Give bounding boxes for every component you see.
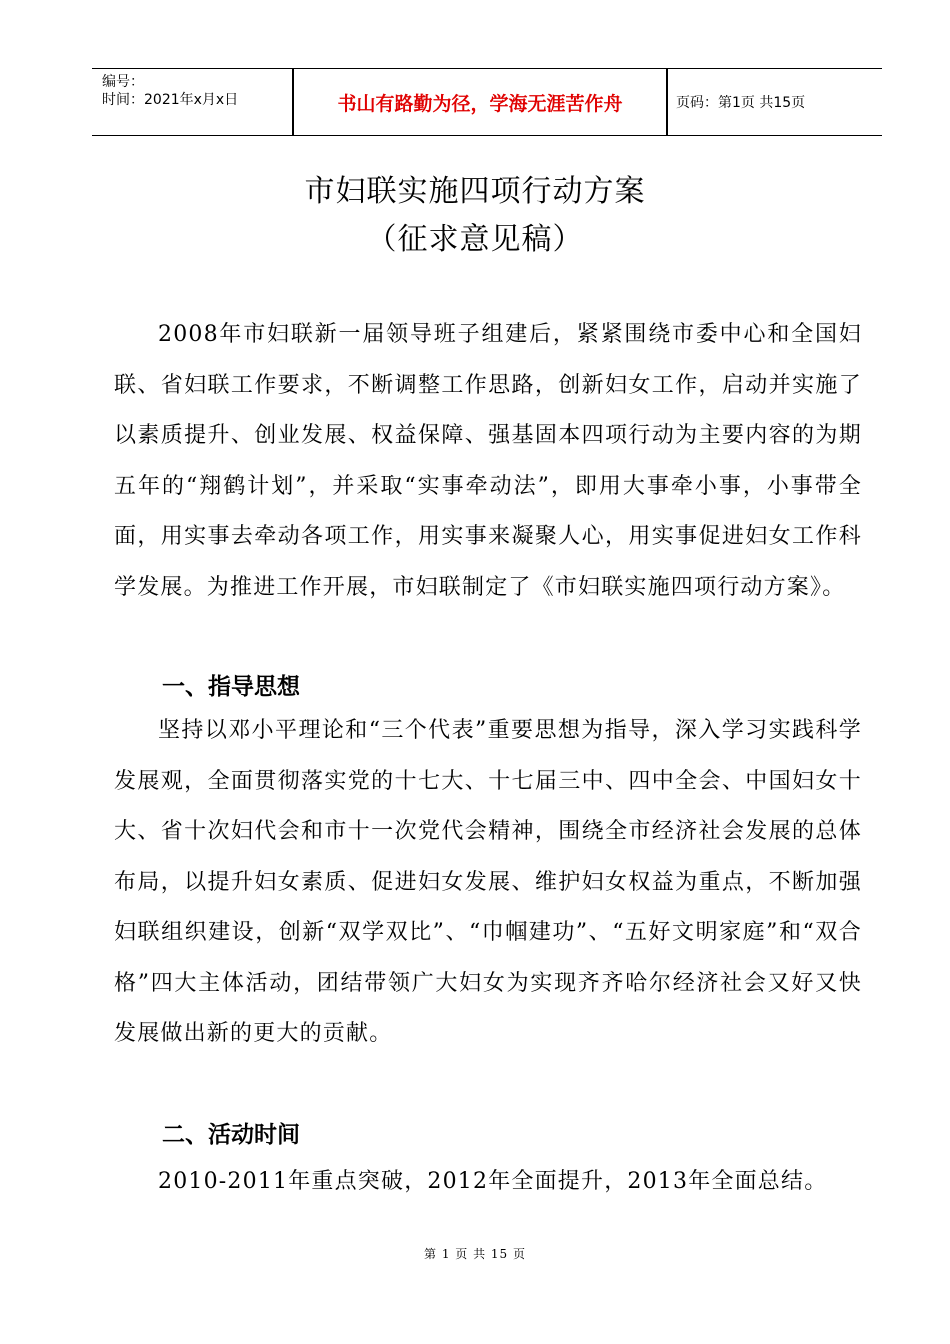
header-motto: 书山有路勤为径，学海无涯苦作舟 <box>337 92 623 115</box>
header-meta <box>102 73 292 109</box>
header-page-info: 页码：第1页 共15页 <box>676 95 806 111</box>
section-activity-time-paragraph <box>114 1157 862 1208</box>
section-heading-guiding-ideology: 一、指导思想 <box>162 674 300 700</box>
page-header <box>92 68 882 136</box>
header-divider-right <box>666 69 668 135</box>
section-heading-activity-time: 二、活动时间 <box>162 1122 300 1148</box>
number-label: 编号： <box>102 74 144 90</box>
section-guiding-ideology-paragraph <box>114 706 862 1060</box>
document-subtitle: （征求意见稿） <box>366 222 584 257</box>
section-guiding-ideology-text: 坚持以邓小平理论和“三个代表”重要思想为指导，深入学习实践科学发展观，全面贯彻落实党的十七大、十七届三中、四中全会、中国妇女十大、省十次妇代会和市十一次党代会精神，围绕全市经济社会发展的总体布局，以提升妇女素质、促进妇女发展、维护妇女权益为重点，不断加强妇联组织建设，创新“双学双比”、“巾帼建功”、“五好文明家庭”和“双合格”四大主体活动，团结带领广大妇女为实现齐齐哈尔经济社会又好又快发展做出新的更大的贡献。 <box>114 718 862 1046</box>
intro-text: 2008年市妇联新一届领导班子组建后，紧紧围绕市委中心和全国妇联、省妇联工作要求，不断调整工作思路，创新妇女工作，启动并实施了以素质提升、创业发展、权益保障、强基固本四项行动为主要内容的为期五年的“翔鹤计划”，并采取“实事牵动法”，即用大事牵小事，小事带全面，用实事去牵动各项工作，用实事来凝聚人心，用实事促进妇女工作科学发展。为推进工作开展，市妇联制定了《市妇联实施四项行动方案》。 <box>114 322 862 600</box>
page-footer: 第 1 页 共 15 页 <box>424 1247 526 1261</box>
section-activity-time-text: 2010-2011年重点突破，2012年全面提升，2013年全面总结。 <box>158 1169 828 1194</box>
time-label: 时间：2021年x月x日 <box>102 92 239 108</box>
intro-paragraph <box>114 310 862 613</box>
document-title: 市妇联实施四项行动方案 <box>304 174 646 209</box>
